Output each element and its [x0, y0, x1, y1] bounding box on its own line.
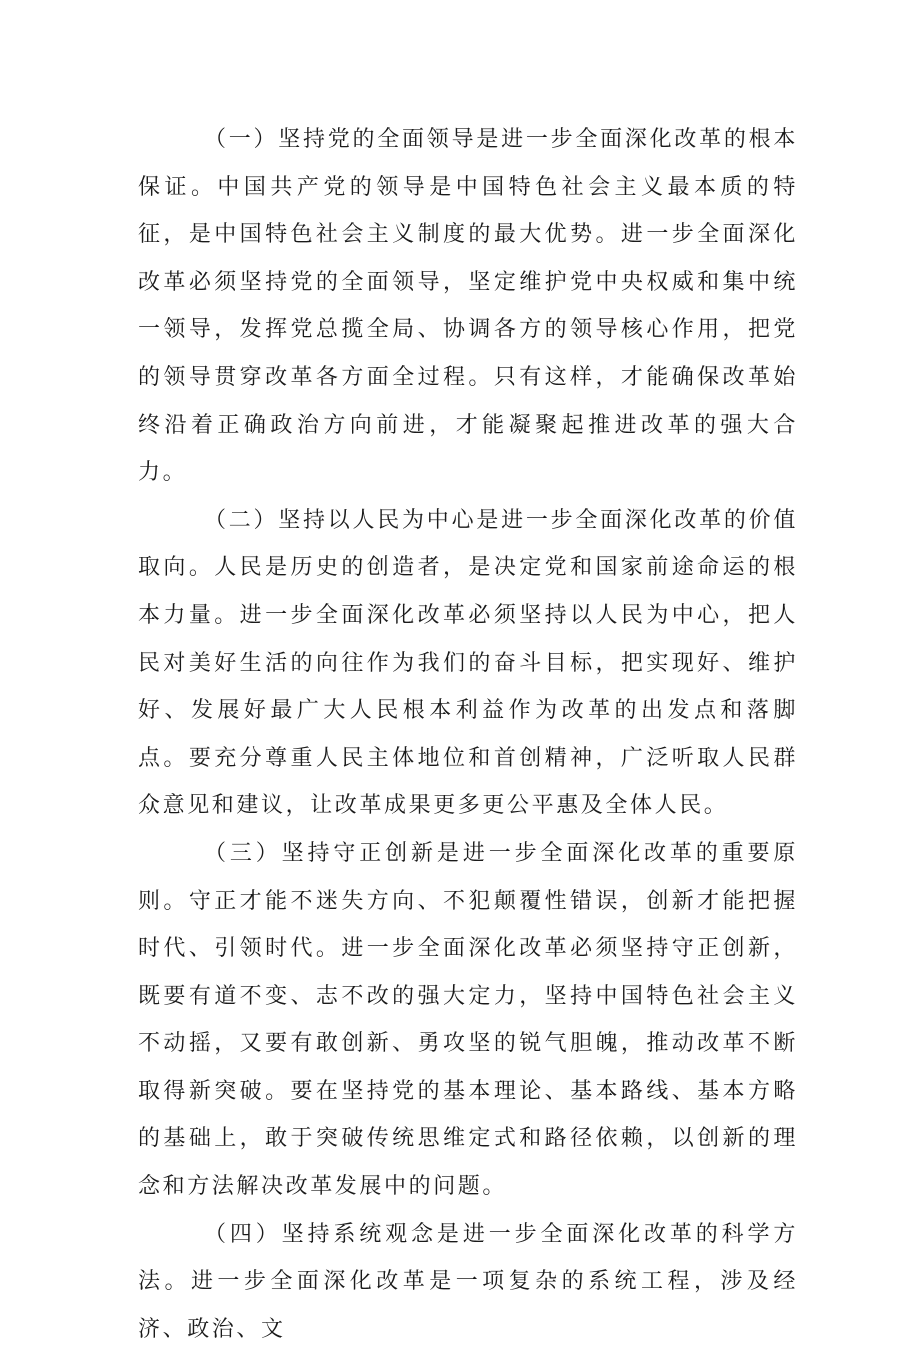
paragraph-1: （一）坚持党的全面领导是进一步全面深化改革的根本保证。中国共产党的领导是中国特色社会主义最本质的特征，是中国特色社会主义制度的最大优势。进一步全面深化改革必须坚持党的全面领导，坚定维护党中央权威和集中统一领导，发挥党总揽全局、协调各方的领导核心作用，把党的领导贯穿改革各方面全过程。只有这样，才能确保改革始终沿着正确政治方向前进，才能凝聚起推进改革的强大合力。 [138, 127, 798, 486]
document-body [138, 116, 798, 1353]
paragraph-3: （三）坚持守正创新是进一步全面深化改革的重要原则。守正才能不迷失方向、不犯颠覆性错误，创新才能把握时代、引领时代。进一步全面深化改革必须坚持守正创新，既要有道不变、志不改的强大定力，坚持中国特色社会主义不动摇，又要有敢创新、勇攻坚的锐气胆魄，推动改革不断取得新突破。要在坚持党的基本理论、基本路线、基本方略的基础上，敢于突破传统思维定式和路径依赖，以创新的理念和方法解决改革发展中的问题。 [138, 840, 798, 1200]
paragraph-2: （二）坚持以人民为中心是进一步全面深化改革的价值取向。人民是历史的创造者，是决定党和国家前途命运的根本力量。进一步全面深化改革必须坚持以人民为中心，把人民对美好生活的向往作为我们的奋斗目标，把实现好、维护好、发展好最广大人民根本利益作为改革的出发点和落脚点。要充分尊重人民主体地位和首创精神，广泛听取人民群众意见和建议，让改革成果更多更公平惠及全体人民。 [138, 507, 798, 819]
paragraph-4: （四）坚持系统观念是进一步全面深化改革的科学方法。进一步全面深化改革是一项复杂的系统工程，涉及经济、政治、文 [138, 1221, 798, 1342]
